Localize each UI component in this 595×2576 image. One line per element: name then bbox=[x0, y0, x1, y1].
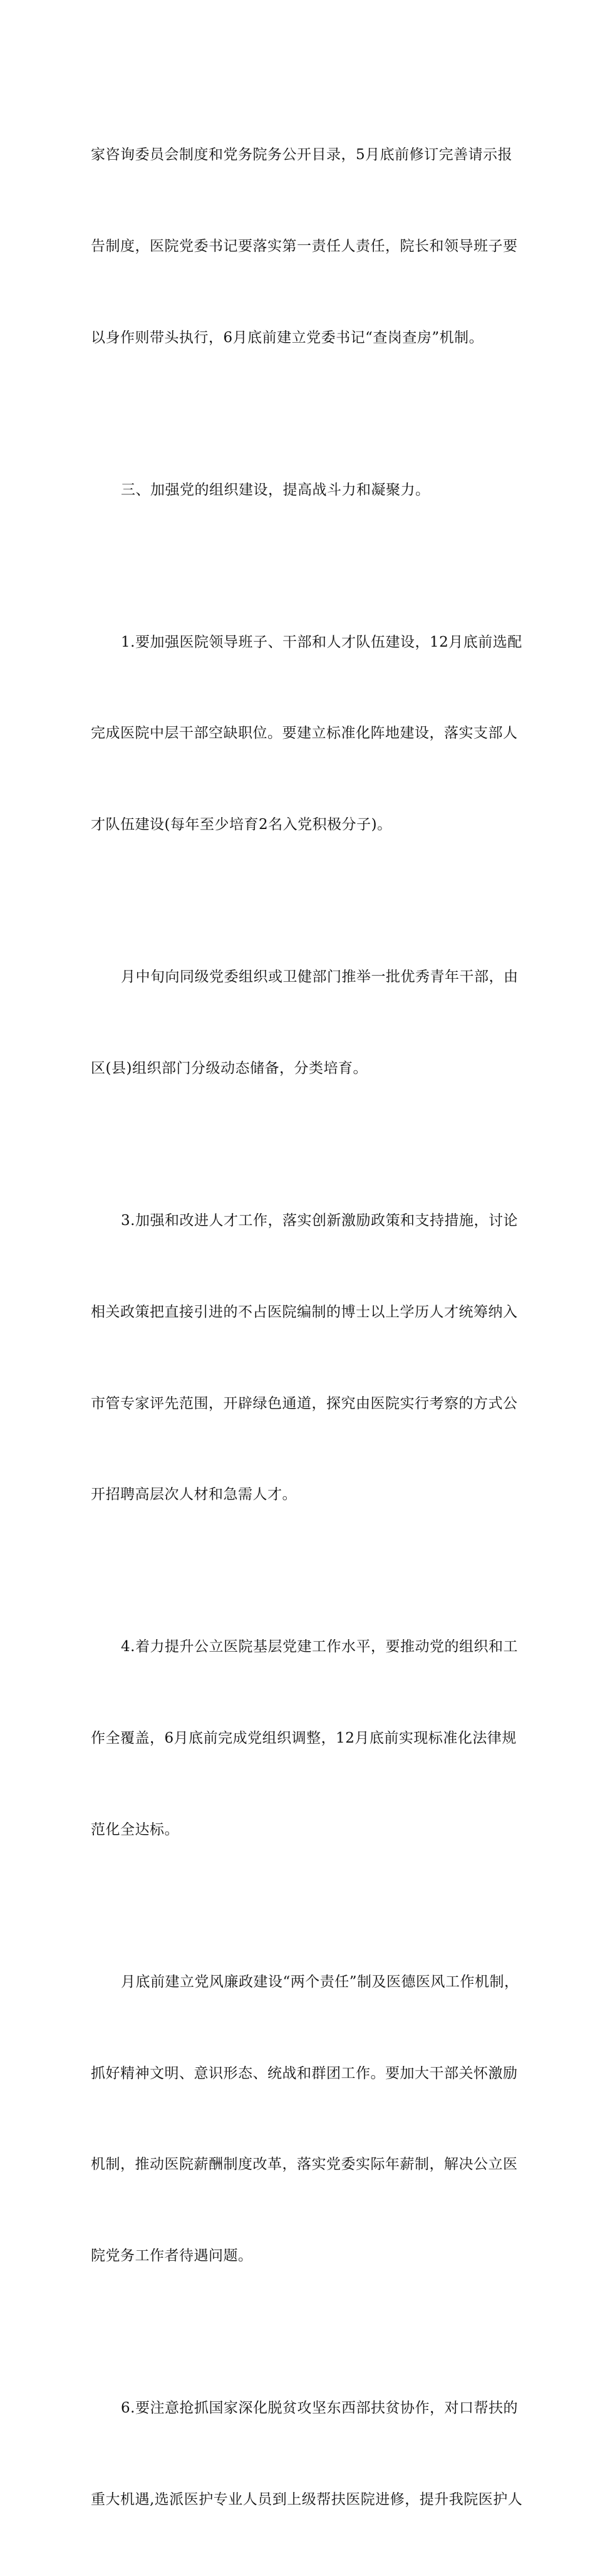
text-line: 家咨询委员会制度和党务院务公开目录，5月底前修订完善请示报 bbox=[91, 147, 513, 164]
paragraph-item-3 bbox=[91, 1145, 518, 1571]
text-line: 以身作则带头执行，6月底前建立党委书记“查岗查房”机制。 bbox=[91, 329, 484, 346]
paragraph-item-6 bbox=[91, 2332, 523, 2576]
text-line: 作全覆盖，6月底前完成党组织调整，12月底前实现标准化法律规 bbox=[91, 1730, 517, 1747]
paragraph-item-5 bbox=[91, 1906, 519, 2332]
text-line: 3.加强和改进人才工作，落实创新激励政策和支持措施，讨论 bbox=[121, 1212, 518, 1229]
text-line: 开招聘高层次人材和急需人才。 bbox=[91, 1486, 297, 1503]
text-line: 市管专家评先范围，开辟绿色通道，探究由医院实行考察的方式公 bbox=[91, 1395, 518, 1412]
paragraph-1 bbox=[91, 79, 518, 414]
text-line: 月中旬向同级党委组织或卫健部门推举一批优秀青年干部，由 bbox=[121, 969, 519, 986]
text-line: 三、加强党的组织建设，提高战斗力和凝聚力。 bbox=[121, 481, 430, 498]
text-line: 重大机遇,选派医护专业人员到上级帮扶医院进修，提升我院医护人 bbox=[91, 2491, 523, 2508]
text-line: 6.要注意抢抓国家深化脱贫攻坚东西部扶贫协作，对口帮扶的 bbox=[121, 2400, 518, 2417]
text-line: 区(县)组织部门分级动态储备，分类培育。 bbox=[91, 1060, 368, 1077]
text-line: 机制，推动医院薪酬制度改革，落实党委实际年薪制，解决公立医 bbox=[91, 2156, 518, 2173]
text-line: 才队伍建设(每年至少培育2名入党积极分子)。 bbox=[91, 816, 392, 833]
text-line: 完成医院中层干部空缺职位。要建立标准化阵地建设，落实支部人 bbox=[91, 725, 518, 742]
text-line: 4.着力提升公立医院基层党建工作水平，要推动党的组织和工 bbox=[121, 1639, 518, 1656]
paragraph-item-2 bbox=[91, 901, 519, 1145]
paragraph-item-4 bbox=[91, 1571, 518, 1906]
text-line: 相关政策把直接引进的不占医院编制的博士以上学历人才统筹纳入 bbox=[91, 1303, 518, 1320]
document-body bbox=[91, 79, 523, 2576]
section-heading-3 bbox=[91, 414, 507, 566]
paragraph-item-1 bbox=[91, 566, 522, 902]
text-line: 1.要加强医院领导班子、干部和人才队伍建设，12月底前选配 bbox=[121, 634, 522, 650]
text-line: 院党务工作者待遇问题。 bbox=[91, 2248, 253, 2265]
text-line: 范化全达标。 bbox=[91, 1821, 179, 1838]
text-line: 告制度，医院党委书记要落实第一责任人责任，院长和领导班子要 bbox=[91, 237, 518, 254]
text-line: 抓好精神文明、意识形态、统战和群团工作。要加大干部关怀激励 bbox=[91, 2065, 518, 2082]
text-line: 月底前建立党风廉政建设“两个责任”制及医德医风工作机制， bbox=[121, 1973, 519, 1990]
